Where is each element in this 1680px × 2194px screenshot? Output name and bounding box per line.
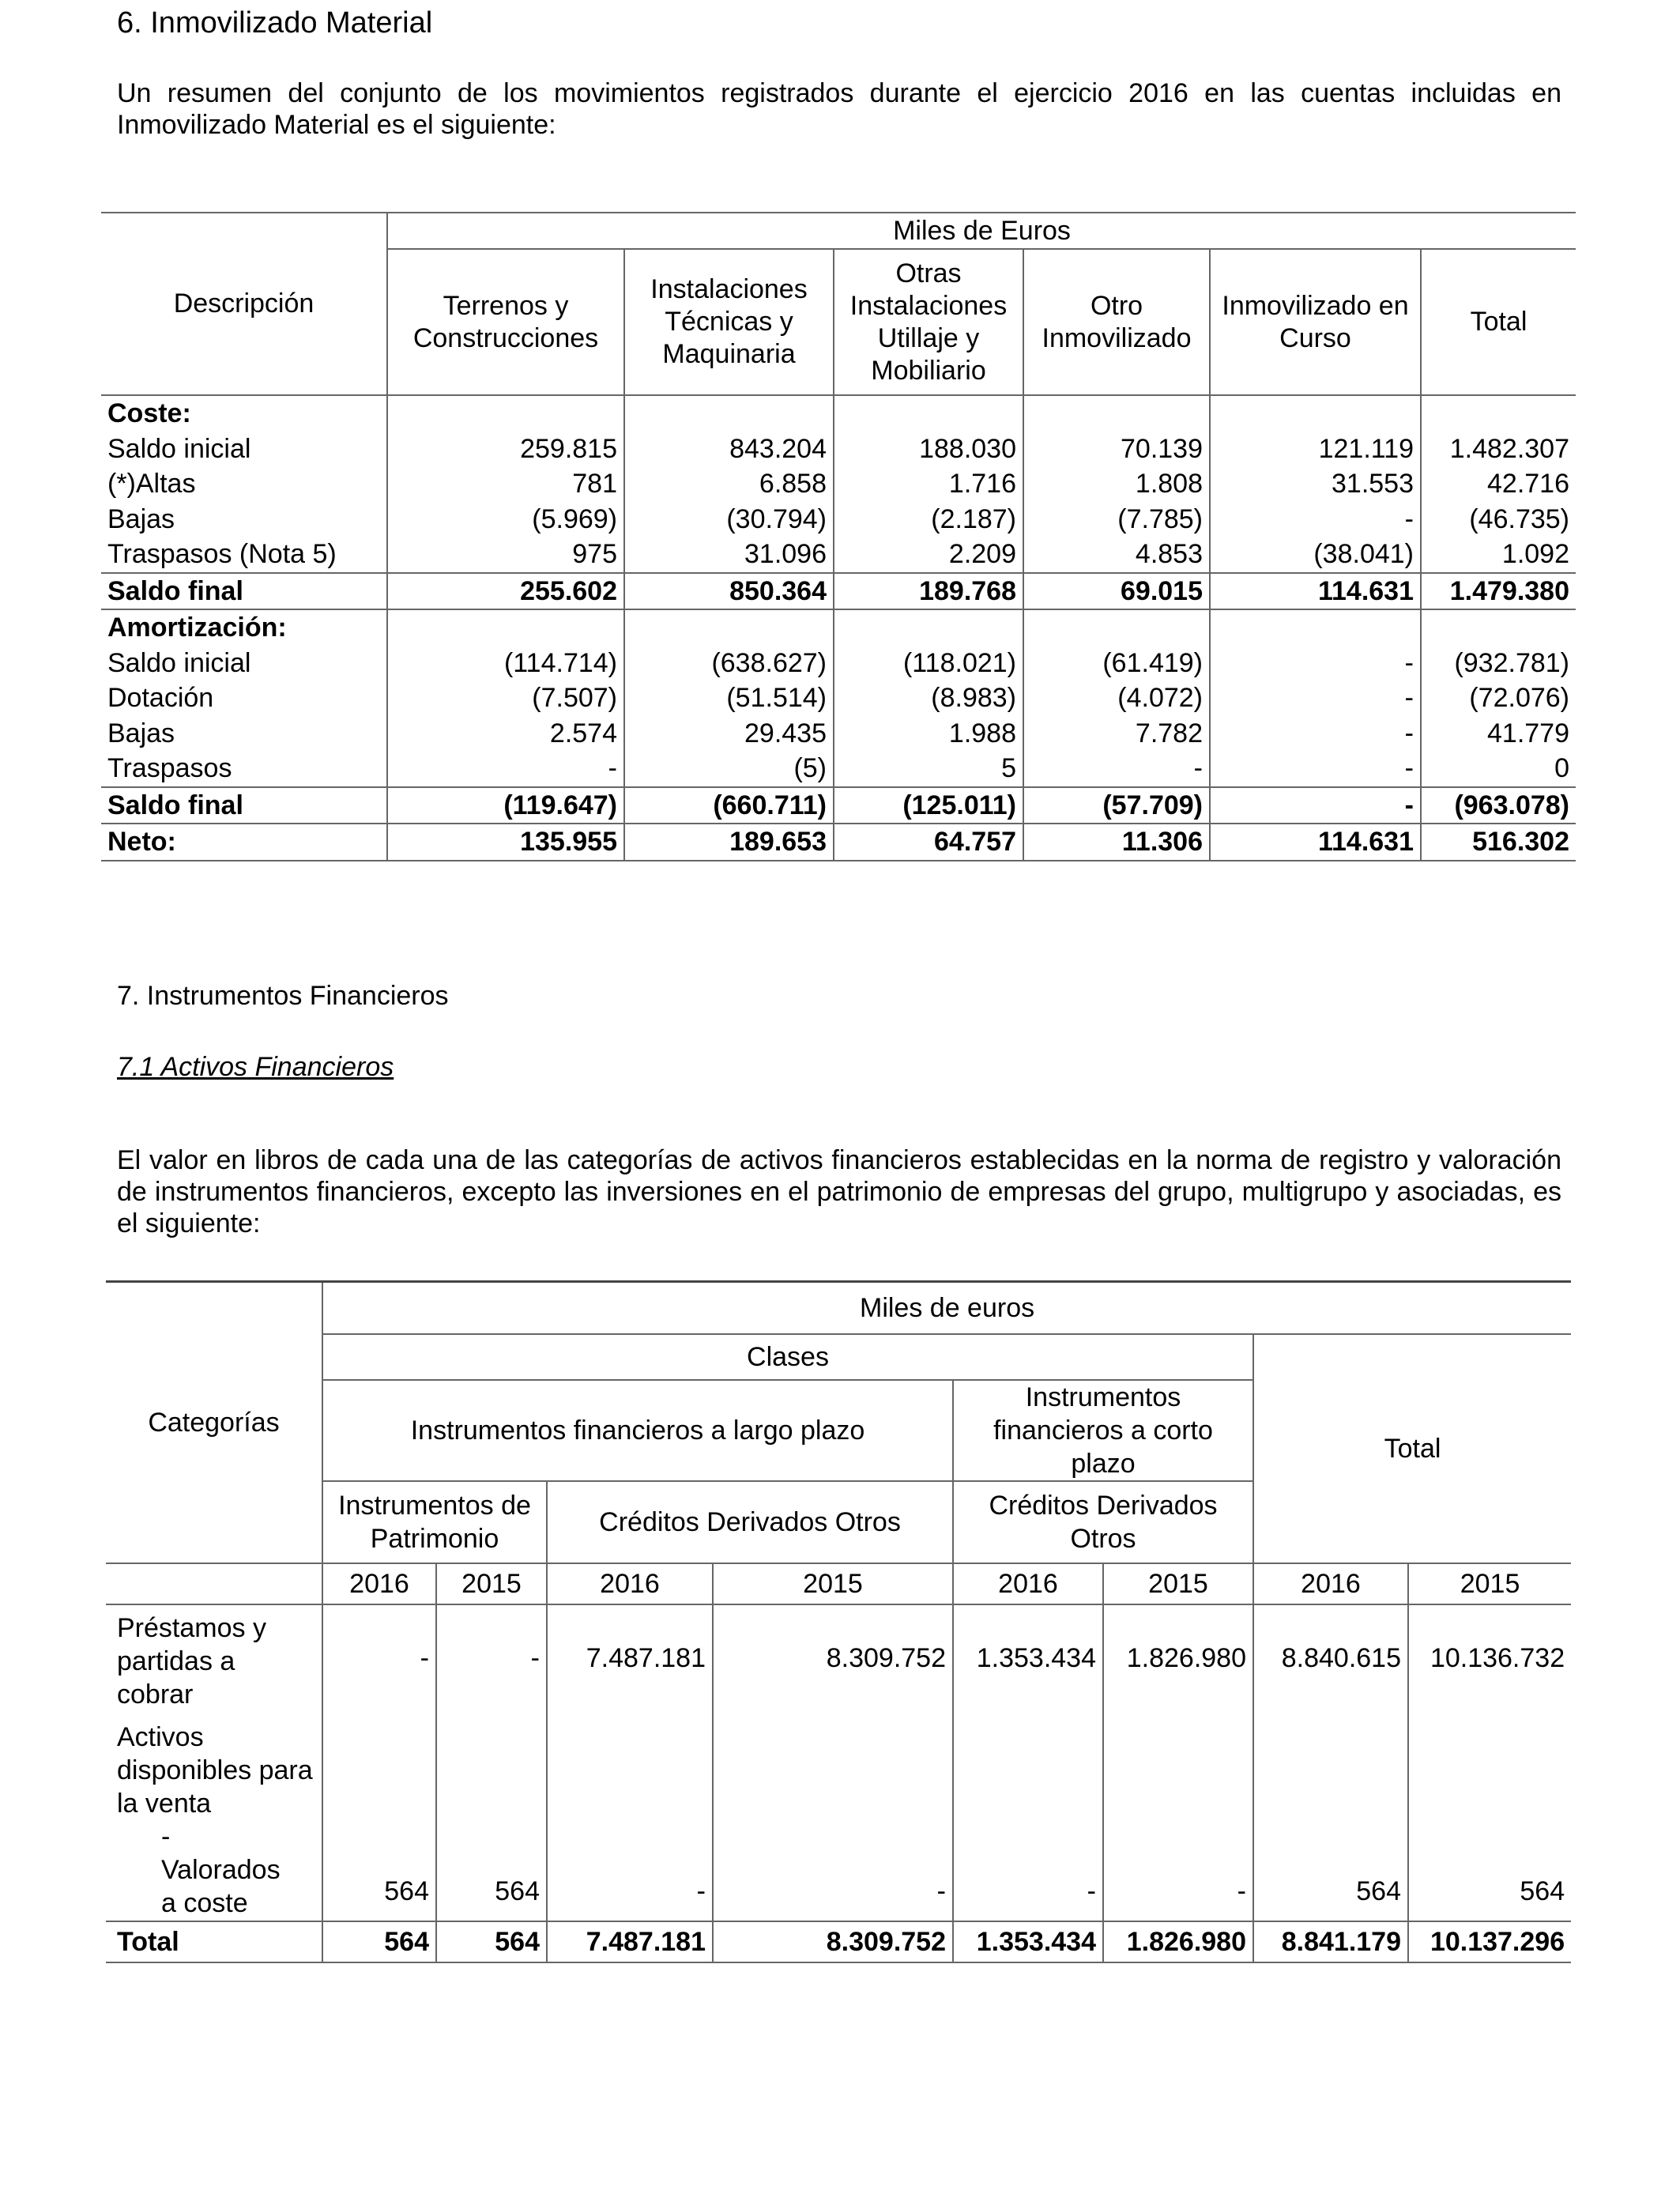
table-cell: 70.139 bbox=[1023, 432, 1210, 467]
table-cell: 1.482.307 bbox=[1421, 432, 1576, 467]
table-row bbox=[106, 1711, 1571, 1921]
total-header: Total bbox=[1253, 1334, 1571, 1563]
table-cell: - bbox=[436, 1604, 547, 1711]
table-cell: (8.983) bbox=[834, 680, 1023, 716]
table-cell: 10.137.296 bbox=[1408, 1921, 1571, 1962]
row-label: Saldo final bbox=[107, 790, 243, 820]
year-header: 2015 bbox=[1103, 1563, 1253, 1604]
clases-header: Clases bbox=[322, 1334, 1253, 1380]
table-cell: 2.574 bbox=[387, 716, 624, 752]
table-cell: (30.794) bbox=[624, 502, 834, 537]
table-cell: 7.487.181 bbox=[547, 1921, 713, 1962]
section-7-heading: 7. Instrumentos Financieros bbox=[117, 981, 449, 1011]
row-label: Bajas bbox=[107, 718, 175, 748]
table-cell: 31.553 bbox=[1210, 466, 1421, 502]
table-cell: 0 bbox=[1421, 751, 1576, 787]
table-cell: 1.716 bbox=[834, 466, 1023, 502]
table-cell: (72.076) bbox=[1421, 680, 1576, 716]
table-cell: - bbox=[713, 1711, 953, 1921]
table-cell: (57.709) bbox=[1023, 787, 1210, 824]
table-cell: (5) bbox=[624, 751, 834, 787]
col-header-inmovilizado-curso: Inmovilizado en Curso bbox=[1210, 249, 1421, 395]
table-cell: (2.187) bbox=[834, 502, 1023, 537]
year-header: 2015 bbox=[713, 1563, 953, 1604]
table-cell: - bbox=[1023, 751, 1210, 787]
row-label: Saldo inicial bbox=[107, 433, 251, 464]
col-header-total: Total bbox=[1421, 249, 1576, 395]
table-cell: (38.041) bbox=[1210, 537, 1421, 573]
table-cell: 7.487.181 bbox=[547, 1604, 713, 1711]
table-cell: (4.072) bbox=[1023, 680, 1210, 716]
table-cell: - bbox=[1210, 716, 1421, 752]
table-cell: - bbox=[1210, 680, 1421, 716]
table-cell: (114.714) bbox=[387, 646, 624, 681]
table-cell: (660.711) bbox=[624, 787, 834, 824]
table-cell: (61.419) bbox=[1023, 646, 1210, 681]
table-cell: 516.302 bbox=[1421, 824, 1576, 861]
largo-plazo-header: Instrumentos financieros a largo plazo bbox=[322, 1380, 953, 1481]
table-cell: 255.602 bbox=[387, 573, 624, 610]
table-cell: - bbox=[1210, 502, 1421, 537]
table-cell: - bbox=[547, 1711, 713, 1921]
amortizacion-section-row bbox=[101, 609, 1576, 646]
table-cell: 975 bbox=[387, 537, 624, 573]
coste-label: Coste: bbox=[107, 398, 191, 429]
coste-row bbox=[101, 537, 1576, 573]
inmovilizado-table bbox=[101, 212, 1576, 861]
section-6-heading: 6. Inmovilizado Material bbox=[117, 6, 433, 40]
corto-plazo-header: Instrumentos financieros a corto plazo bbox=[953, 1380, 1253, 1481]
table-cell: (118.021) bbox=[834, 646, 1023, 681]
years-row bbox=[106, 1563, 1571, 1604]
table-row bbox=[106, 1604, 1571, 1711]
miles-de-euros-header: Miles de Euros bbox=[387, 213, 1576, 249]
amortizacion-row bbox=[101, 751, 1576, 787]
table-cell: (119.647) bbox=[387, 787, 624, 824]
amort-saldo-final-row bbox=[101, 787, 1576, 824]
table-cell: - bbox=[1103, 1711, 1253, 1921]
coste-row bbox=[101, 466, 1576, 502]
year-header: 2016 bbox=[953, 1563, 1103, 1604]
patrimonio-header: Instrumentos de Patrimonio bbox=[322, 1481, 547, 1563]
col-header-instalaciones: Instalaciones Técnicas y Maquinaria bbox=[624, 249, 834, 395]
col-header-otras-instalaciones: Otras Instalaciones Utillaje y Mobiliario bbox=[834, 249, 1023, 395]
section-7-intro: El valor en libros de cada una de las categorías de activos financieros establecidas en la norma de registro y valoración de instrumentos financieros, excepto las inversiones en el patrimonio de empresas del grupo, multigrupo y asociadas, es el siguiente: bbox=[117, 1145, 1561, 1238]
table-cell: 564 bbox=[436, 1921, 547, 1962]
table-cell: 2.209 bbox=[834, 537, 1023, 573]
row-label: (*)Altas bbox=[107, 469, 196, 499]
table-cell: (5.969) bbox=[387, 502, 624, 537]
neto-row bbox=[101, 824, 1576, 861]
table-cell: (638.627) bbox=[624, 646, 834, 681]
section-7-1-subheading: 7.1 Activos Financieros bbox=[117, 1052, 394, 1082]
table-cell: 42.716 bbox=[1421, 466, 1576, 502]
table-cell: 1.808 bbox=[1023, 466, 1210, 502]
table-cell: - bbox=[420, 1642, 429, 1673]
table-cell: 6.858 bbox=[624, 466, 834, 502]
year-header: 2016 bbox=[1253, 1563, 1408, 1604]
table-cell: (963.078) bbox=[1421, 787, 1576, 824]
table-cell: - bbox=[1210, 751, 1421, 787]
table-cell: 843.204 bbox=[624, 432, 834, 467]
amortizacion-row bbox=[101, 680, 1576, 716]
year-header: 2015 bbox=[436, 1563, 547, 1604]
amortizacion-label: Amortización: bbox=[107, 613, 287, 643]
table-cell: 564 bbox=[322, 1921, 436, 1962]
table-cell: (7.785) bbox=[1023, 502, 1210, 537]
table-cell: 29.435 bbox=[624, 716, 834, 752]
table-cell: 11.306 bbox=[1023, 824, 1210, 861]
row-label: Traspasos bbox=[107, 753, 232, 784]
table-cell: 4.853 bbox=[1023, 537, 1210, 573]
row-sublabel: -Valorados a coste bbox=[161, 1821, 281, 1918]
table-cell: 7.782 bbox=[1023, 716, 1210, 752]
amortizacion-row bbox=[101, 716, 1576, 752]
table-cell: - bbox=[387, 751, 624, 787]
table-cell: 31.096 bbox=[624, 537, 834, 573]
col-header-terrenos: Terrenos y Construcciones bbox=[387, 249, 624, 395]
table-cell: 41.779 bbox=[1421, 716, 1576, 752]
miles-de-euros-header: Miles de euros bbox=[322, 1282, 1571, 1334]
amortizacion-row bbox=[101, 646, 1576, 681]
table-cell: 189.653 bbox=[624, 824, 834, 861]
row-label: Saldo inicial bbox=[107, 647, 251, 678]
year-header: 2016 bbox=[322, 1563, 436, 1604]
table-cell: (7.507) bbox=[387, 680, 624, 716]
row-label: Dotación bbox=[107, 683, 214, 714]
row-label: Saldo final bbox=[107, 575, 243, 606]
categorias-header: Categorías bbox=[106, 1282, 322, 1563]
table-cell: - bbox=[1210, 787, 1421, 824]
table-cell: 135.955 bbox=[387, 824, 624, 861]
row-label: Neto: bbox=[107, 827, 176, 858]
table-cell: 8.309.752 bbox=[713, 1604, 953, 1711]
table-cell: 10.136.732 bbox=[1408, 1604, 1571, 1711]
table-cell: (932.781) bbox=[1421, 646, 1576, 681]
coste-saldo-final-row bbox=[101, 573, 1576, 610]
table-cell: 564 bbox=[436, 1711, 547, 1921]
creditos-lp-header: Créditos Derivados Otros bbox=[547, 1481, 953, 1563]
coste-row bbox=[101, 432, 1576, 467]
table-cell: 188.030 bbox=[834, 432, 1023, 467]
row-label: Activos disponibles para la venta bbox=[117, 1721, 313, 1819]
activos-financieros-table bbox=[106, 1280, 1571, 1963]
table-cell: 64.757 bbox=[834, 824, 1023, 861]
table-cell: 564 bbox=[322, 1711, 436, 1921]
table-cell: 114.631 bbox=[1210, 573, 1421, 610]
row-label: Bajas bbox=[107, 503, 175, 534]
row-label: Préstamos y partidas a cobrar bbox=[106, 1604, 322, 1711]
row-label: Traspasos (Nota 5) bbox=[107, 539, 337, 570]
table-cell: 1.988 bbox=[834, 716, 1023, 752]
table-cell: 189.768 bbox=[834, 573, 1023, 610]
creditos-cp-header: Créditos Derivados Otros bbox=[953, 1481, 1253, 1563]
description-header: Descripción bbox=[101, 213, 387, 395]
table-cell: 5 bbox=[834, 751, 1023, 787]
table-cell: 1.826.980 bbox=[1103, 1921, 1253, 1962]
table-cell: 259.815 bbox=[387, 432, 624, 467]
table-cell: 121.119 bbox=[1210, 432, 1421, 467]
table-cell: 564 bbox=[1408, 1711, 1571, 1921]
table-cell: 114.631 bbox=[1210, 824, 1421, 861]
table-cell: 69.015 bbox=[1023, 573, 1210, 610]
table-cell: 8.841.179 bbox=[1253, 1921, 1408, 1962]
coste-row bbox=[101, 502, 1576, 537]
table-cell: 1.479.380 bbox=[1421, 573, 1576, 610]
table-cell: 564 bbox=[1253, 1711, 1408, 1921]
section-6-intro: Un resumen del conjunto de los movimientos registrados durante el ejercicio 2016 en las cuentas incluidas en Inmovilizado Material es el siguiente: bbox=[117, 78, 1561, 140]
table-cell: 850.364 bbox=[624, 573, 834, 610]
col-header-otro-inmovilizado: Otro Inmovilizado bbox=[1023, 249, 1210, 395]
coste-section-row bbox=[101, 395, 1576, 432]
table-cell: 1.353.434 bbox=[953, 1604, 1103, 1711]
table-cell: 781 bbox=[387, 466, 624, 502]
table-cell: (46.735) bbox=[1421, 502, 1576, 537]
year-header: 2015 bbox=[1408, 1563, 1571, 1604]
table-cell: (51.514) bbox=[624, 680, 834, 716]
table-cell: 1.353.434 bbox=[953, 1921, 1103, 1962]
table-cell: 8.309.752 bbox=[713, 1921, 953, 1962]
table-cell: - bbox=[953, 1711, 1103, 1921]
year-header: 2016 bbox=[547, 1563, 713, 1604]
row-label: Total bbox=[106, 1921, 322, 1962]
total-row bbox=[106, 1921, 1571, 1962]
table-cell: (125.011) bbox=[834, 787, 1023, 824]
table-cell: 8.840.615 bbox=[1253, 1604, 1408, 1711]
table-cell: 1.092 bbox=[1421, 537, 1576, 573]
table-cell: - bbox=[1210, 646, 1421, 681]
table-cell: 1.826.980 bbox=[1103, 1604, 1253, 1711]
